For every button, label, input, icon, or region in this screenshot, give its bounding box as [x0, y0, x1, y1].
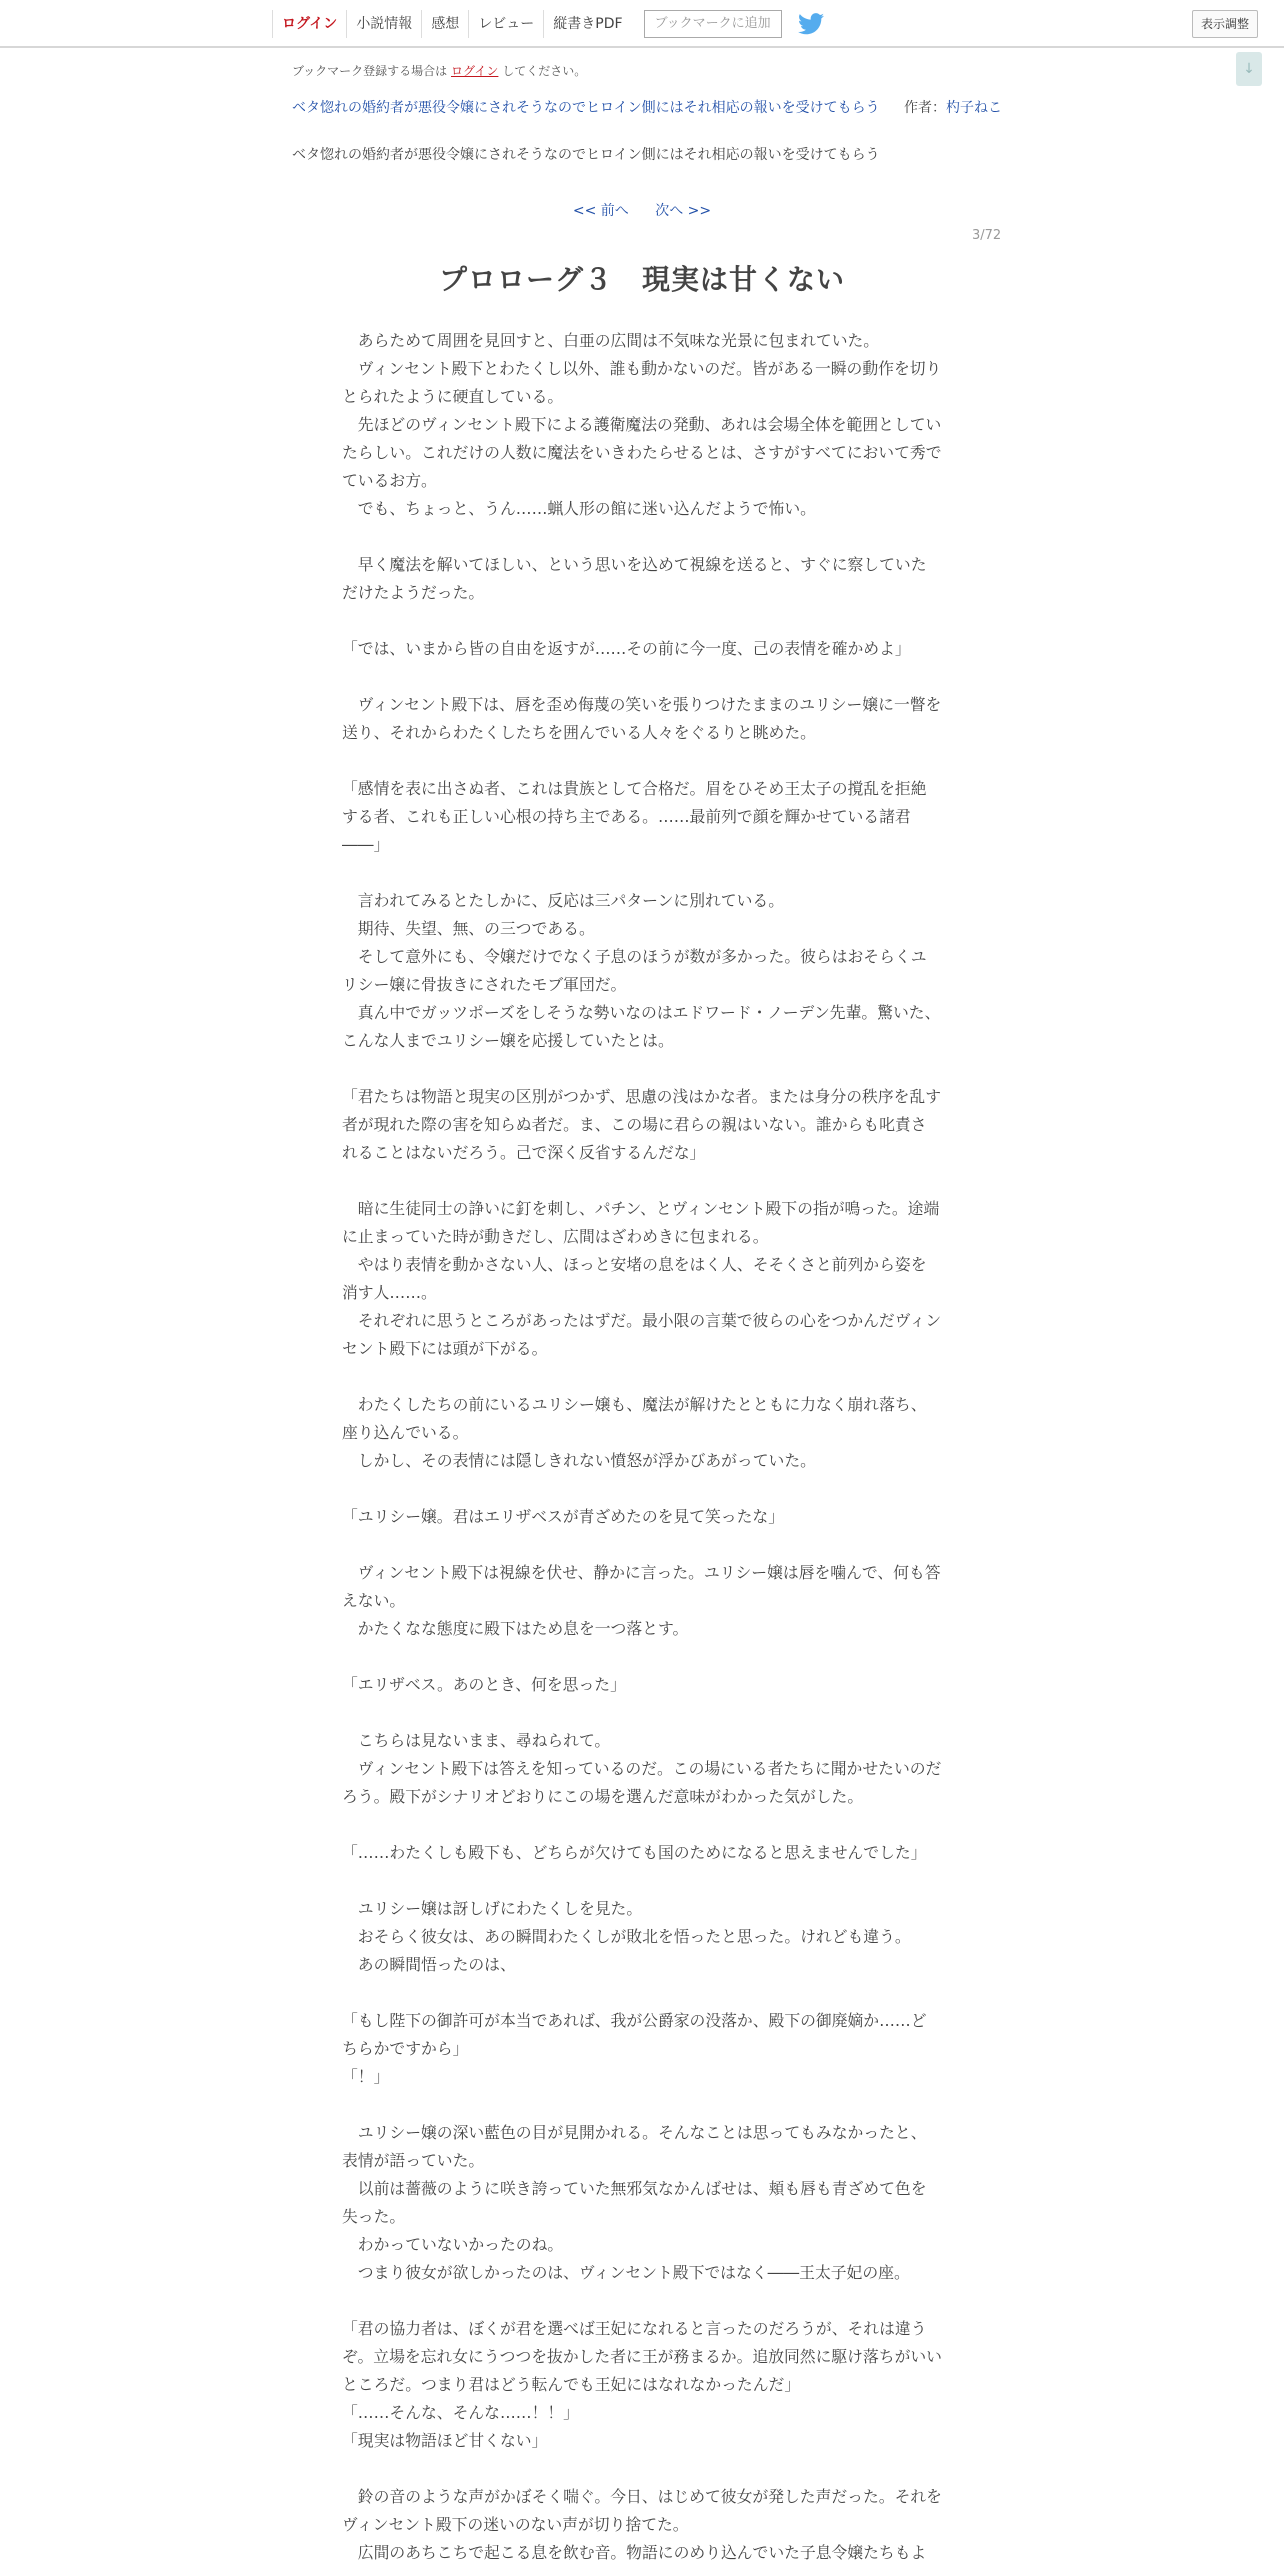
- paragraph: 言われてみるとたしかに、反応は三パターンに別れている。 期待、失望、無、の三つである。 そして意外にも、令嬢だけでなく子息のほうが数が多かった。彼らはおそらくユリシー嬢に骨抜きにされたモブ軍団だ。 真ん中でガッツポーズをしそうな勢いなのはエドワード・ノーデン先輩。驚いた、こんな人までユリシー嬢を応援していたとは。: [342, 891, 941, 1050]
- paragraph: 暗に生徒同士の諍いに釘を刺し、パチン、とヴィンセント殿下の指が鳴った。途端に止まっていた時が動きだし、広間はざわめきに包まれる。 やはり表情を動かさない人、ほっと安堵の息をはく人、そそくさと前列から姿を消す人……。 それぞれに思うところがあったはずだ。最小限の言葉で彼らの心をつかんだヴィンセント殿下には頭が下がる。: [342, 1199, 942, 1358]
- scroll-down-button[interactable]: ↓: [1236, 52, 1262, 86]
- display-settings-button[interactable]: 表示調整: [1192, 10, 1258, 38]
- nav-login[interactable]: ログイン: [272, 10, 346, 38]
- twitter-icon[interactable]: [798, 13, 824, 35]
- nav-impressions[interactable]: 感想: [421, 10, 468, 38]
- nav-review[interactable]: レビュー: [468, 10, 543, 38]
- prev-link[interactable]: << 前へ: [572, 203, 629, 219]
- chapter-title: プロローグ３ 現実は甘くない: [438, 263, 845, 296]
- paragraph: 「君の協力者は、ぼくが君を選べば王妃になれると言ったのだろうが、それは違うぞ。立場を忘れ女にうつつを抜かした者に王が務まるか。追放同然に駆け落ちがいいところだ。つまり君はどう転んでも王妃にはなれなかったんだ」 「……そんな、そんな……！！」 「現実は物語ほど甘くない」: [342, 2319, 942, 2450]
- add-bookmark-button[interactable]: ブックマークに追加: [644, 10, 782, 38]
- paragraph: 「感情を表に出さぬ者、これは貴族として合格だ。眉をひそめ王太子の撹乱を拒絶する者、これも正しい心根の持ち主である。……最前列で顔を輝かせている諸君――」: [342, 779, 927, 854]
- author-label: 作者：: [904, 100, 946, 116]
- paragraph: ユリシー嬢は訝しげにわたくしを見た。 おそらく彼女は、あの瞬間わたくしが敗北を悟ったと思った。けれども違う。 あの瞬間悟ったのは、: [357, 1899, 911, 1974]
- bookmark-notice: [292, 62, 586, 79]
- notice-suffix: してください。: [502, 64, 587, 78]
- paragraph: 鈴の音のような声がかぼそく喘ぐ。今日、はじめて彼女が発した声だった。それをヴィンセント殿下の迷いのない声が切り捨てた。 広間のあちこちで起こる息を飲む音。物語にのめり込んでいた子息令嬢たちもよ: [342, 2487, 942, 2562]
- paragraph: 「では、いまから皆の自由を返すが……その前に今一度、己の表情を確かめよ」: [342, 639, 911, 658]
- chapter-body: [342, 327, 942, 2567]
- paragraph: 「もし陛下の御許可が本当であれば、我が公爵家の没落か、殿下の御廃嫡か……どちらかですから」 「！」: [342, 2011, 927, 2086]
- author-info: [904, 96, 1002, 120]
- paragraph: 「エリザベス。あのとき、何を思った」: [342, 1675, 626, 1694]
- paragraph: こちらは見ないまま、尋ねられて。 ヴィンセント殿下は答えを知っているのだ。この場にいる者たちに聞かせたいのだろう。殿下がシナリオどおりにこの場を選んだ意味がわかった気がした。: [342, 1731, 942, 1806]
- paragraph: 早く魔法を解いてほしい、という思いを込めて視線を送ると、すぐに察していただけたようだった。: [342, 555, 927, 602]
- paragraph: ユリシー嬢の深い藍色の目が見開かれる。そんなことは思ってもみなかったと、表情が語っていた。 以前は薔薇のように咲き誇っていた無邪気なかんばせは、頬も唇も青ざめて色を失った。 わかっていないかったのね。 つまり彼女が欲しかったのは、ヴィンセント殿下ではなく――王太子妃の座。: [342, 2123, 927, 2282]
- novel-subtitle: ベタ惚れの婚約者が悪役令嬢にされそうなのでヒロイン側にはそれ相応の報いを受けてもらう: [292, 147, 880, 163]
- author-link[interactable]: 杓子ねこ: [946, 100, 1002, 116]
- paragraph: 「君たちは物語と現実の区別がつかず、思慮の浅はかな者。または身分の秩序を乱す者が現れた際の害を知らぬ者だ。ま、この場に君らの親はいない。誰からも叱責されることはないだろう。己で深く反省するんだな」: [342, 1087, 942, 1162]
- page-navigation: [0, 200, 1284, 220]
- nav-novel-info[interactable]: 小説情報: [346, 10, 421, 38]
- nav-bar: [272, 8, 824, 40]
- paragraph: あらためて周囲を見回すと、白亜の広間は不気味な光景に包まれていた。 ヴィンセント殿下とわたくし以外、誰も動かないのだ。皆がある一瞬の動作を切りとられたように硬直している。 先ほどのヴィンセント殿下による護衛魔法の発動、あれは会場全体を範囲としていたらしい。これだけの人数に魔法をいきわたらせるとは、さすがすべてにおいて秀でているお方。 でも、ちょっと、うん……蝋人形の館に迷い込んだようで怖い。: [342, 331, 942, 518]
- notice-login-link[interactable]: ログイン: [451, 64, 499, 78]
- top-toolbar: [0, 0, 1284, 48]
- nav-vertical-pdf[interactable]: 縦書きPDF: [543, 10, 631, 38]
- paragraph: ヴィンセント殿下は、唇を歪め侮蔑の笑いを張りつけたままのユリシー嬢に一瞥を送り、それからわたくしたちを囲んでいる人々をぐるりと眺めた。: [342, 695, 942, 742]
- page-counter: 3/72: [972, 228, 1002, 243]
- paragraph: わたくしたちの前にいるユリシー嬢も、魔法が解けたとともに力なく崩れ落ち、座り込んでいる。 しかし、その表情には隠しきれない憤怒が浮かびあがっていた。: [342, 1395, 927, 1470]
- paragraph: ヴィンセント殿下は視線を伏せ、静かに言った。ユリシー嬢は唇を噛んで、何も答えない。 かたくなな態度に殿下はため息を一つ落とす。: [342, 1563, 941, 1638]
- next-link[interactable]: 次へ >>: [655, 203, 712, 219]
- novel-title-link[interactable]: ベタ惚れの婚約者が悪役令嬢にされそうなのでヒロイン側にはそれ相応の報いを受けてもらう: [292, 100, 880, 116]
- paragraph: 「ユリシー嬢。君はエリザベスが青ざめたのを見て笑ったな」: [342, 1507, 784, 1526]
- notice-prefix: ブックマーク登録する場合は: [292, 64, 448, 78]
- paragraph: 「……わたくしも殿下も、どちらが欠けても国のためになると思えませんでした」: [342, 1843, 927, 1862]
